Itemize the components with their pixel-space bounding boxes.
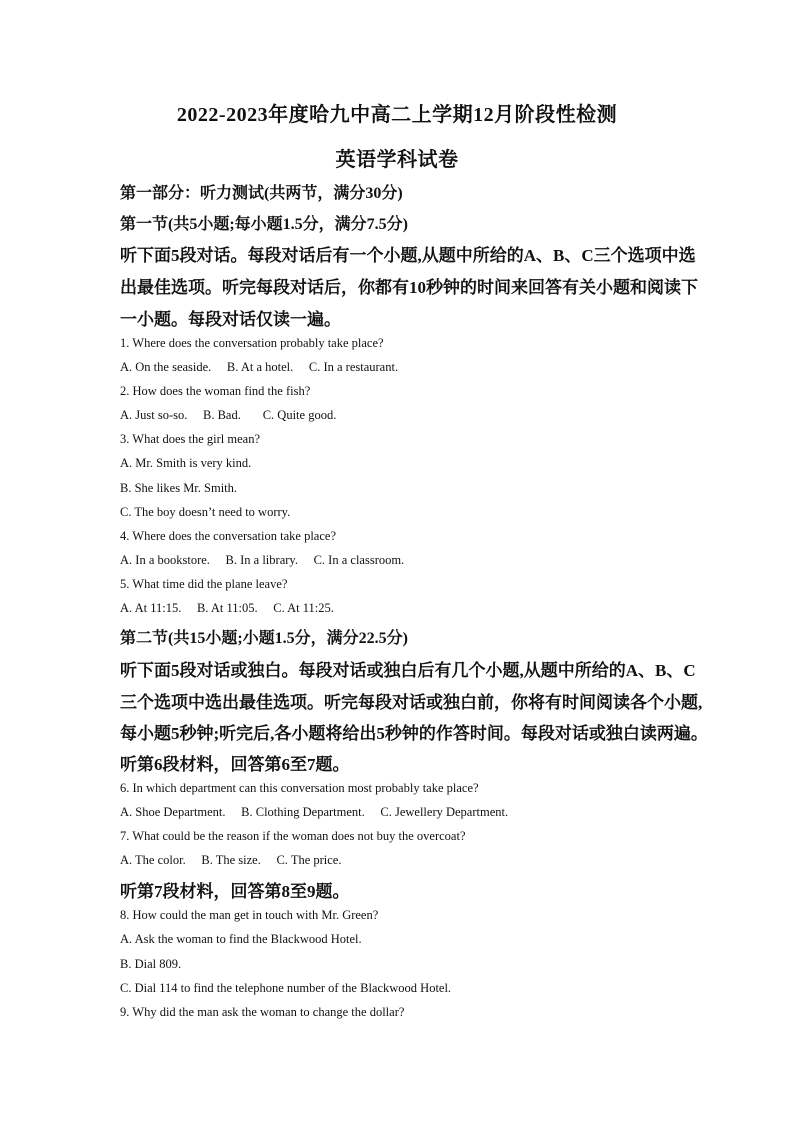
question-line: 1. Where does the conversation probably take place? — [120, 336, 384, 350]
question-line: 9. Why did the man ask the woman to change the dollar? — [120, 1005, 405, 1019]
section2-instruction-line: 听下面5段对话或独白。每段对话或独白后有几个小题,从题中所给的A、B、C — [120, 661, 696, 680]
question-line: 7. What could be the reason if the woman does not buy the overcoat? — [120, 829, 466, 843]
part1-heading: 第一部分：听力测试(共两节，满分30分) — [120, 185, 403, 202]
option-line: C. Dial 114 to find the telephone number of the Blackwood Hotel. — [120, 981, 452, 995]
section1-instruction-line: 一小题。每段对话仅读一遍。 — [120, 310, 341, 329]
section1-instruction-line: 听下面5段对话。每段对话后有一个小题,从题中所给的A、B、C三个选项中选 — [120, 246, 696, 265]
exam-subtitle: 英语学科试卷 — [335, 149, 459, 171]
option-line: A. Shoe Department. B. Clothing Department. C. Jewellery Department. — [120, 805, 509, 819]
option-line: A. Mr. Smith is very kind. — [120, 456, 252, 470]
group6-heading: 听第6段材料，回答第6至7题。 — [120, 755, 350, 774]
question-line: 5. What time did the plane leave? — [120, 577, 288, 591]
option-line: A. At 11:15. B. At 11:05. C. At 11:25. — [120, 601, 334, 615]
question-line: 6. In which department can this conversation most probably take place? — [120, 781, 479, 795]
option-line: A. In a bookstore. B. In a library. C. In a classroom. — [120, 553, 405, 567]
section2-instruction-line: 每小题5秒钟;听完后,各小题将给出5秒钟的作答时间。每段对话或独白读两遍。 — [120, 724, 708, 743]
question-line: 2. How does the woman find the fish? — [120, 384, 311, 398]
section2-instruction-line: 三个选项中选出最佳选项。听完每段对话或独白前，你将有时间阅读各个小题, — [120, 693, 703, 712]
group7-heading: 听第7段材料，回答第8至9题。 — [120, 882, 350, 901]
option-line: A. On the seaside. B. At a hotel. C. In a restaurant. — [120, 360, 399, 374]
option-line: A. The color. B. The size. C. The price. — [120, 853, 342, 867]
section1-instruction-line: 出最佳选项。听完每段对话后，你都有10秒钟的时间来回答有关小题和阅读下 — [120, 278, 698, 297]
question-line: 3. What does the girl mean? — [120, 432, 261, 446]
section1-heading: 第一节(共5小题;每小题1.5分，满分7.5分) — [120, 216, 408, 233]
question-line: 8. How could the man get in touch with Mr. Green? — [120, 908, 379, 922]
option-line: A. Ask the woman to find the Blackwood Hotel. — [120, 932, 362, 946]
option-line: C. The boy doesn’t need to worry. — [120, 505, 291, 519]
option-line: A. Just so-so. B. Bad. C. Quite good. — [120, 408, 337, 422]
option-line: B. Dial 809. — [120, 957, 182, 971]
exam-title: 2022-2023年度哈九中高二上学期12月阶段性检测 — [176, 104, 618, 126]
section2-heading: 第二节(共15小题;小题1.5分，满分22.5分) — [120, 630, 408, 647]
option-line: B. She likes Mr. Smith. — [120, 481, 238, 495]
question-line: 4. Where does the conversation take place? — [120, 529, 336, 543]
